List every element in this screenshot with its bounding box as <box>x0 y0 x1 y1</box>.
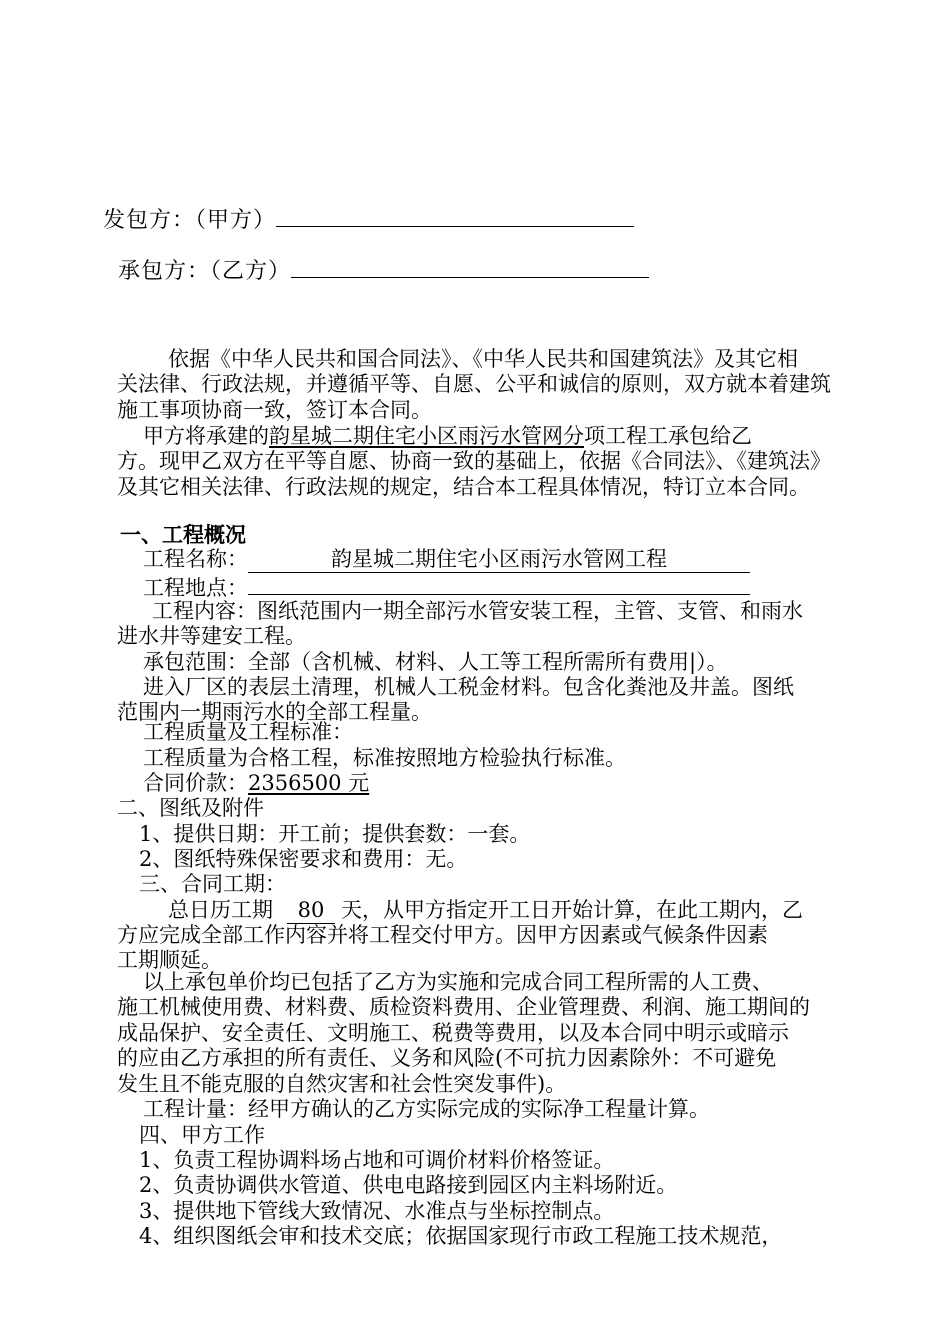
employer-line <box>103 208 634 234</box>
fee-line4: 的应由乙方承担的所有责任、义务和风险(不可抗力因素除外：不可避免 <box>117 1046 777 1070</box>
contractor-blank[interactable] <box>291 259 649 278</box>
section4-item-2: 2、负责协调供水管道、供电电路接到园区内主料场附近。 <box>139 1173 678 1197</box>
project-name-field <box>248 546 750 573</box>
content-line1: 工程内容：图纸范围内一期全部污水管安装工程，主管、支管、和雨水 <box>152 599 803 623</box>
intro-p2-line2: 方。现甲乙双方在平等自愿、协商一致的基础上，依据《合同法》、《建筑法》 <box>117 449 831 473</box>
project-name-inline: 韵星城二期住宅小区雨污水管网分 <box>269 424 584 448</box>
section4-item-1: 1、负责工程协调料场占地和可调价材料价格签证。 <box>139 1148 615 1172</box>
section4-heading: 四、甲方工作 <box>139 1123 265 1147</box>
duration-prefix: 总日历工期 <box>168 898 273 922</box>
scope2-line1: 进入厂区的表层土清理，机械人工税金材料。包含化粪池及井盖。图纸 <box>143 675 794 699</box>
intro-p2-line3: 及其它相关法律、行政法规的规定，结合本工程具体情况，特订立本合同。 <box>117 475 810 499</box>
contractor-label: 承包方：（乙方） <box>118 259 292 284</box>
section4-item-3: 3、提供地下管线大致情况、水准点与坐标控制点。 <box>139 1199 615 1223</box>
employer-blank[interactable] <box>276 208 634 227</box>
price-value: 2356500 元 <box>248 771 370 795</box>
section2-item-2: 2、图纸特殊保密要求和费用：无。 <box>139 847 468 871</box>
project-name-label: 工程名称： <box>143 547 248 571</box>
project-name-value: 韵星城二期住宅小区雨污水管网工程 <box>331 547 667 571</box>
content-line2: 进水井等建安工程。 <box>117 624 306 648</box>
scope2-line2: 范围内一期雨污水的全部工程量。 <box>117 700 432 724</box>
fee-line2: 施工机械使用费、材料费、质检资料费用、企业管理费、利润、施工期间的 <box>117 995 810 1019</box>
scope-line: 承包范围：全部（含机械、材料、人工等工程所需所有费用|）。 <box>143 650 728 674</box>
duration-line3: 工期顺延。 <box>117 948 222 972</box>
quality-heading: 工程质量及工程标准： <box>143 720 353 744</box>
contractor-line <box>118 259 649 285</box>
section2-item-1: 1、提供日期：开工前；提供套数：一套。 <box>139 822 531 846</box>
quality-text: 工程质量为合格工程，标准按照地方检验执行标准。 <box>143 746 626 770</box>
section4-item-4: 4、组织图纸会审和技术交底；依据国家现行市政工程施工技术规范， <box>139 1224 783 1248</box>
intro-p1-line1: 依据《中华人民共和国合同法》、《中华人民共和国建筑法》及其它相 <box>168 347 798 371</box>
section1-heading: 一、工程概况 <box>120 523 246 547</box>
project-location-field[interactable] <box>248 572 750 595</box>
fee-line1: 以上承包单价均已包括了乙方为实施和完成合同工程所需的人工费、 <box>143 970 773 994</box>
duration-line2: 方应完成全部工作内容并将工程交付甲方。因甲方因素或气候条件因素 <box>117 923 768 947</box>
intro-p2-prefix: 甲方将承建的 <box>143 424 269 448</box>
intro-p2-suffix: 项工程工承包给乙 <box>584 424 752 448</box>
intro-p2-line1 <box>143 423 752 449</box>
section2-heading: 二、图纸及附件 <box>117 796 264 820</box>
duration-suffix: 天，从甲方指定开工日开始计算，在此工期内，乙 <box>341 898 803 922</box>
employer-label: 发包方：（甲方） <box>103 208 277 233</box>
duration-field <box>287 897 335 924</box>
duration-line <box>168 897 803 924</box>
project-location-line <box>143 572 750 601</box>
fee-line5: 发生且不能克服的自然灾害和社会性突发事件)。 <box>117 1072 567 1096</box>
measure-line: 工程计量：经甲方确认的乙方实际完成的实际净工程量计算。 <box>143 1097 710 1121</box>
price-label: 合同价款： <box>143 771 248 795</box>
intro-p1-line2: 关法律、行政法规，并遵循平等、自愿、公平和诚信的原则，双方就本着建筑 <box>117 372 831 396</box>
project-location-label: 工程地点： <box>143 576 248 600</box>
section3-heading: 三、合同工期： <box>139 872 286 896</box>
project-name-line <box>143 546 750 573</box>
intro-p1-line3: 施工事项协商一致，签订本合同。 <box>117 398 432 422</box>
price-line <box>143 770 369 796</box>
duration-value: 80 <box>297 898 325 922</box>
fee-line3: 成品保护、安全责任、文明施工、税费等费用，以及本合同中明示或暗示 <box>117 1021 789 1045</box>
